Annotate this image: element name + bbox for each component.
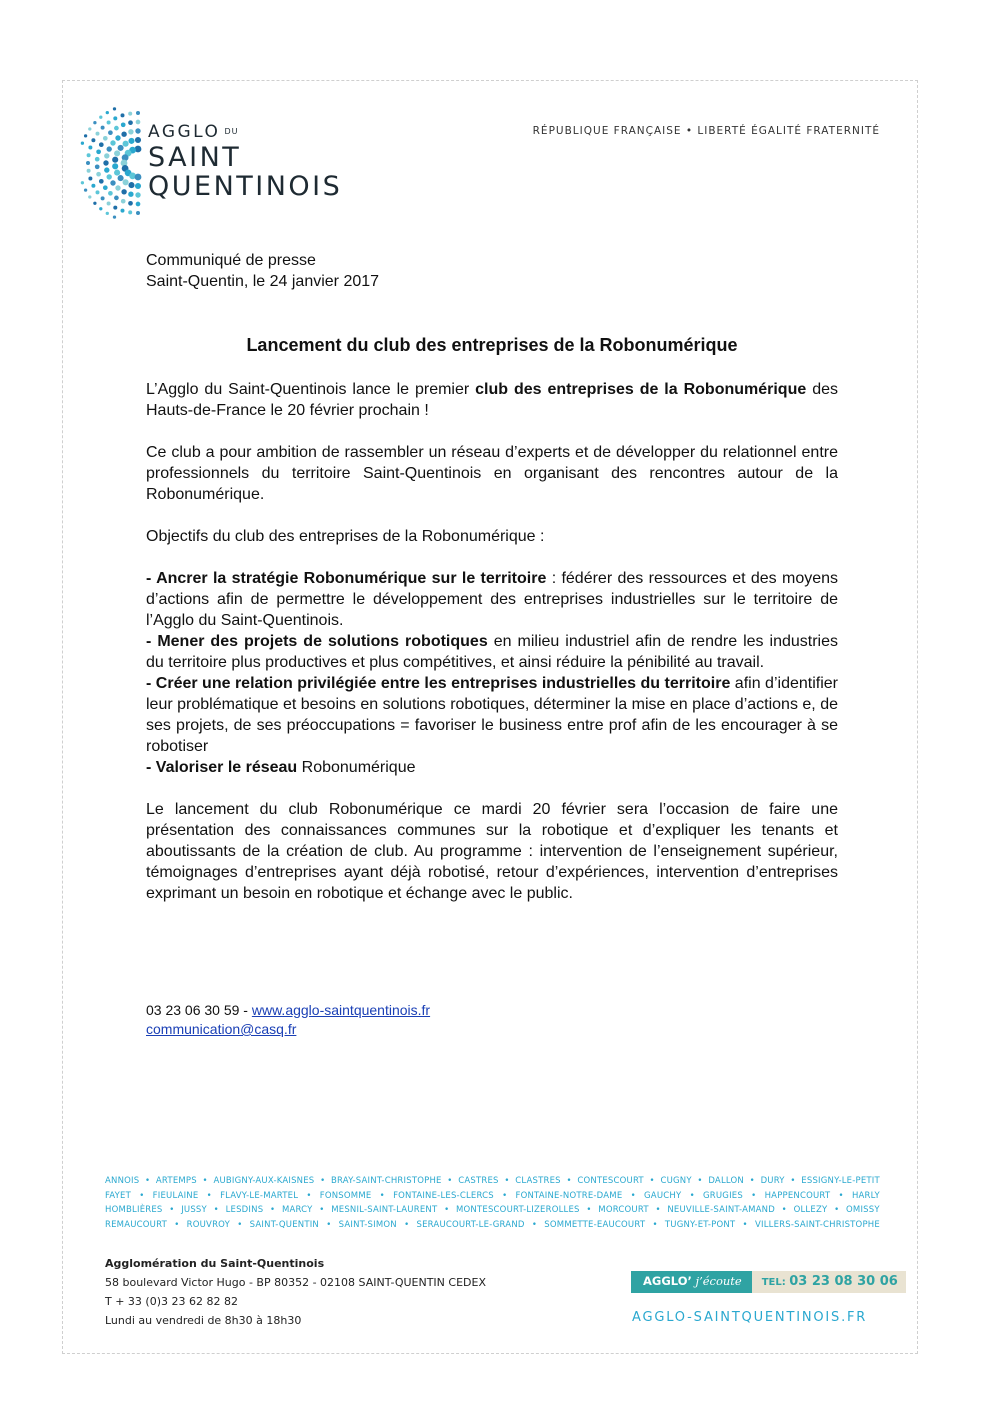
commune-name: SOMMETTE-EAUCOURT (544, 1219, 646, 1230)
logo-dot (110, 140, 115, 145)
intro-text-bold: club des entreprises de la Robonumérique (475, 381, 807, 398)
commune-name: ANNOIS (105, 1176, 140, 1186)
logo-dot (136, 211, 140, 215)
commune-name: FIEULAINE (152, 1190, 199, 1201)
commune-separator: • (586, 1205, 592, 1215)
logo-dot (128, 112, 132, 116)
logo-dot (107, 202, 111, 206)
commune-name: JUSSY (181, 1205, 207, 1215)
logo-line2: SAINT (148, 142, 242, 173)
commune-name: SERAUCOURT-LE-GRAND (416, 1219, 525, 1230)
commune-separator: • (206, 1190, 212, 1201)
communes-line (105, 1203, 880, 1218)
agglo-logo (80, 106, 380, 221)
logo-dot (118, 175, 124, 181)
commune-separator: • (306, 1190, 312, 1201)
ecoute-tel-prefix: TEL: (761, 1277, 790, 1288)
logo-dot (114, 126, 119, 131)
footer-address (105, 1254, 486, 1330)
logo-dot (84, 188, 87, 191)
commune-separator: • (169, 1205, 175, 1215)
logo-dot (99, 179, 104, 184)
commune-separator: • (444, 1205, 450, 1215)
commune-separator: • (174, 1219, 180, 1230)
commune-separator: • (790, 1176, 796, 1186)
objective-text: : fédérer des ressources et des moyens d’actions afin de permettre le développement des entreprises industrielles sur le territoire de l’Agglo du Saint-Quentinois. (146, 570, 839, 629)
ecoute-label-text: AGGLO’ (643, 1274, 692, 1288)
logo-dot (112, 163, 118, 169)
objective-item (146, 631, 838, 673)
logo-du: DU (224, 127, 239, 136)
commune-name: MARCY (281, 1205, 313, 1215)
commune-name: MONTESCOURT-LIZEROLLES (456, 1205, 580, 1215)
website-link[interactable]: www.agglo-saintquentinois.fr (251, 1002, 431, 1018)
commune-separator: • (742, 1219, 748, 1230)
objective-item (146, 673, 838, 757)
paragraph-ambition: Ce club a pour ambition de rassembler un réseau d’experts et de développer du relationnel entre professionnels du territoire Saint-Quentinois en organisant des rencontres autour de la Robonumérique. (146, 444, 838, 503)
logo-dot (128, 210, 132, 214)
commune-name: TUGNY-ET-PONT (664, 1219, 736, 1230)
logo-dot (84, 134, 87, 137)
objective-title: - Mener des projets de solutions robotiques (146, 633, 488, 650)
logo-dot (110, 180, 115, 185)
commune-name: NEUVILLE-SAINT-AMAND (667, 1205, 775, 1215)
logo-dot (121, 189, 126, 194)
commune-name: SAINT-SIMON (338, 1219, 397, 1230)
logo-dot (112, 157, 118, 163)
commune-name: AUBIGNY-AUX-KAISNES (213, 1176, 315, 1186)
logo-dot (113, 206, 117, 210)
logo-dot (95, 164, 100, 169)
commune-separator: • (326, 1219, 332, 1230)
logo-dot (87, 153, 91, 157)
commune-separator: • (319, 1205, 325, 1215)
logo-dot (121, 199, 126, 204)
logo-dot (106, 111, 109, 114)
commune-separator: • (838, 1190, 844, 1201)
commune-separator: • (652, 1219, 658, 1230)
commune-name: CASTRES (458, 1176, 499, 1186)
objective-text: en milieu industriel afin de rendre les industries du territoire plus productives et plus compétitives, et ainsi réduire la pénibilité au travail. (146, 633, 839, 671)
contact-line (146, 1020, 838, 1039)
logo-dot (114, 150, 120, 156)
commune-name: GRUGIES (702, 1190, 743, 1201)
commune-separator: • (139, 1190, 145, 1201)
commune-separator: • (447, 1176, 453, 1186)
ecoute-banner (631, 1271, 906, 1293)
logo-dot (121, 113, 125, 117)
logo-dot (99, 142, 104, 147)
logo-dot (99, 116, 102, 119)
logo-dot (123, 141, 129, 147)
commune-name: FAYET (105, 1190, 132, 1201)
logo-dot (135, 174, 142, 181)
objective-text: Robonumérique (297, 759, 416, 776)
logo-dot (121, 132, 126, 137)
logo-dot (108, 130, 113, 135)
logo-text (148, 124, 342, 200)
commune-separator: • (379, 1190, 385, 1201)
logo-dot (107, 121, 111, 125)
commune-separator: • (566, 1176, 572, 1186)
communes-line (105, 1174, 880, 1189)
objective-title: - Ancrer la stratégie Robonumérique sur le territoire (146, 570, 547, 587)
ecoute-phone (752, 1271, 906, 1293)
commune-separator: • (751, 1190, 757, 1201)
logo-dot (103, 160, 108, 165)
objective-item (146, 757, 838, 778)
commune-name: CUGNY (660, 1176, 692, 1186)
commune-name: FLAVY-LE-MARTEL (220, 1190, 299, 1201)
logo-dot (128, 192, 133, 197)
logo-dot (107, 174, 112, 179)
logo-line3: QUENTINOIS (148, 171, 343, 202)
doc-place-date: Saint-Quentin, le 24 janvier 2017 (146, 273, 380, 290)
doc-header (146, 250, 838, 292)
logo-dot (104, 153, 109, 158)
commune-name: ESSIGNY-LE-PETIT (801, 1176, 880, 1186)
ecoute-label (631, 1271, 752, 1293)
logo-dot (106, 212, 109, 215)
logo-dot (81, 181, 84, 184)
logo-dot (101, 196, 105, 200)
intro-text-c: des Hauts-de-France le 20 février prochain ! (146, 381, 839, 419)
commune-separator: • (749, 1176, 755, 1186)
commune-separator: • (781, 1205, 787, 1215)
commune-name: HOMBLIÈRES (105, 1205, 163, 1215)
footer-org: Agglomération du Saint-Quentinois (105, 1257, 325, 1270)
ecoute-tel: 03 23 08 30 06 (789, 1274, 898, 1289)
objective-title: - Créer une relation privilégiée entre les entreprises industrielles du territoire (146, 675, 731, 692)
commune-separator: • (202, 1176, 208, 1186)
logo-dot (91, 138, 95, 142)
logo-dot (135, 192, 140, 197)
email-link[interactable]: communication@casq.fr (146, 1021, 297, 1037)
commune-separator: • (404, 1219, 410, 1230)
logo-dot (136, 111, 140, 115)
logo-dot (88, 177, 92, 181)
logo-dot (101, 126, 105, 130)
logo-dot (88, 127, 91, 130)
logo-dot (108, 191, 113, 196)
paragraph-launch: Le lancement du club Robonumérique ce mardi 20 février sera l’occasion de faire une présentation des connaissances communes sur la robotique et d’expliquer les tenants et aboutissants de la création de club. Au programme : intervention de l’enseignement supérieur, témoignages d’entreprises ayant déjà robotisé, retour d’expériences, intervention d’entreprises exprimant un besoin en robotique et échange avec le public. (146, 801, 838, 902)
commune-name: LESDINS (225, 1205, 264, 1215)
logo-dot (88, 195, 91, 198)
contact-block (146, 1001, 838, 1039)
commune-separator: • (655, 1205, 661, 1215)
logo-dot (135, 128, 140, 133)
ecoute-script-text: j’écoute (691, 1274, 742, 1288)
logo-dot (113, 116, 117, 120)
communes-line (105, 1189, 880, 1204)
logo-line1: AGGLO (148, 122, 221, 142)
logo-dot (123, 179, 129, 185)
commune-separator: • (531, 1219, 538, 1230)
logo-dot (96, 132, 100, 136)
logo-dot (114, 196, 119, 201)
commune-name: GAUCHY (644, 1190, 682, 1201)
communes-line (105, 1218, 880, 1233)
logo-dot (115, 135, 120, 140)
objective-item (146, 568, 838, 631)
commune-separator: • (697, 1176, 703, 1186)
logo-dot (118, 145, 124, 151)
logo-dot (104, 167, 109, 172)
logo-dot (113, 107, 116, 110)
logo-dot (91, 184, 95, 188)
objective-title: - Valoriser le réseau (146, 759, 298, 776)
commune-name: HARLY (851, 1190, 880, 1201)
logo-dot (88, 146, 92, 150)
commune-name: VILLERS-SAINT-CHRISTOPHE (754, 1219, 880, 1230)
commune-name: CONTESCOURT (577, 1176, 644, 1186)
logo-dot (103, 185, 108, 190)
logo-dot (113, 215, 116, 218)
footer-street: 58 boulevard Victor Hugo - BP 80352 - 02108 SAINT-QUENTIN CEDEX (105, 1276, 486, 1289)
logo-dot (121, 122, 126, 127)
objectives-intro: Objectifs du club des entreprises de la Robonumérique : (146, 528, 545, 545)
commune-name: ARTEMPS (155, 1176, 197, 1186)
logo-dot (128, 129, 133, 134)
republic-motto: RÉPUBLIQUE FRANÇAISE • LIBERTÉ ÉGALITÉ FRATERNITÉ (532, 125, 880, 137)
commune-name: FONTAINE-LES-CLERCS (393, 1190, 494, 1201)
intro-text-a: L’Agglo du Saint-Quentinois lance le premier (146, 381, 476, 398)
commune-name: MESNIL-SAINT-LAURENT (331, 1205, 438, 1215)
logo-dot (128, 120, 133, 125)
logo-dot (96, 190, 100, 194)
footer-hours: Lundi au vendredi de 8h30 à 18h30 (105, 1314, 302, 1327)
logo-dot (96, 172, 101, 177)
page-title: Lancement du club des entreprises de la Robonumérique (246, 335, 738, 355)
commune-name: FONTAINE-NOTRE-DAME (515, 1190, 623, 1201)
logo-dot (107, 146, 112, 151)
footer-site: AGGLO-SAINTQUENTINOIS.FR (632, 1310, 868, 1325)
commune-name: HAPPENCOURT (764, 1190, 831, 1201)
logo-dot (87, 169, 91, 173)
logo-dot (135, 183, 141, 189)
logo-dot (128, 138, 134, 144)
footer-tel: T + 33 (0)3 23 62 82 82 (105, 1295, 238, 1308)
logo-dot (128, 201, 133, 206)
commune-name: FONSOMME (319, 1190, 372, 1201)
doc-body (146, 379, 838, 904)
logo-dot (128, 182, 134, 188)
logo-dot (121, 209, 125, 213)
commune-separator: • (689, 1190, 695, 1201)
logo-dot (114, 170, 120, 176)
logo-dot (96, 149, 101, 154)
commune-name: DALLON (708, 1176, 744, 1186)
commune-separator: • (834, 1205, 840, 1215)
logo-dot (99, 207, 102, 210)
logo-dot (93, 121, 96, 124)
doc-type: Communiqué de presse (146, 252, 316, 269)
communes-list (105, 1174, 880, 1232)
logo-dot (115, 185, 120, 190)
commune-name: REMAUCOURT (105, 1219, 167, 1230)
logo-dot (136, 120, 141, 125)
commune-name: OMISSY (846, 1205, 880, 1215)
commune-separator: • (630, 1190, 636, 1201)
commune-name: OLLEZY (793, 1205, 828, 1215)
logo-dot (81, 142, 84, 145)
commune-separator: • (145, 1176, 151, 1186)
commune-name: DURY (760, 1176, 785, 1186)
logo-dots-icon (80, 106, 146, 221)
commune-separator: • (502, 1190, 508, 1201)
contact-phone: 03 23 06 30 59 - (146, 1002, 252, 1018)
commune-separator: • (237, 1219, 243, 1230)
logo-dot (93, 202, 96, 205)
paragraph-intro (146, 379, 838, 421)
logo-dot (103, 136, 108, 141)
logo-dot (86, 161, 90, 165)
commune-separator: • (649, 1176, 655, 1186)
logo-dot (135, 137, 141, 143)
commune-name: ROUVROY (186, 1219, 230, 1230)
logo-dot (95, 157, 100, 162)
objective-text: afin d’identifier leur problématique et besoins en solutions robotiques, déterminer la mise en place d’actions e, de ses projets, de ses préoccupations = favoriser le business entre prof afin de les encourager à se robotiser (146, 675, 838, 755)
logo-dot (136, 202, 141, 207)
commune-separator: • (320, 1176, 326, 1186)
commune-name: BRAY-SAINT-CHRISTOPHE (330, 1176, 442, 1186)
commune-separator: • (213, 1205, 219, 1215)
contact-line (146, 1001, 838, 1020)
commune-name: CLASTRES (515, 1176, 561, 1186)
commune-name: MORCOURT (598, 1205, 649, 1215)
commune-separator: • (504, 1176, 510, 1186)
commune-separator: • (270, 1205, 276, 1215)
commune-name: SAINT-QUENTIN (249, 1219, 319, 1230)
